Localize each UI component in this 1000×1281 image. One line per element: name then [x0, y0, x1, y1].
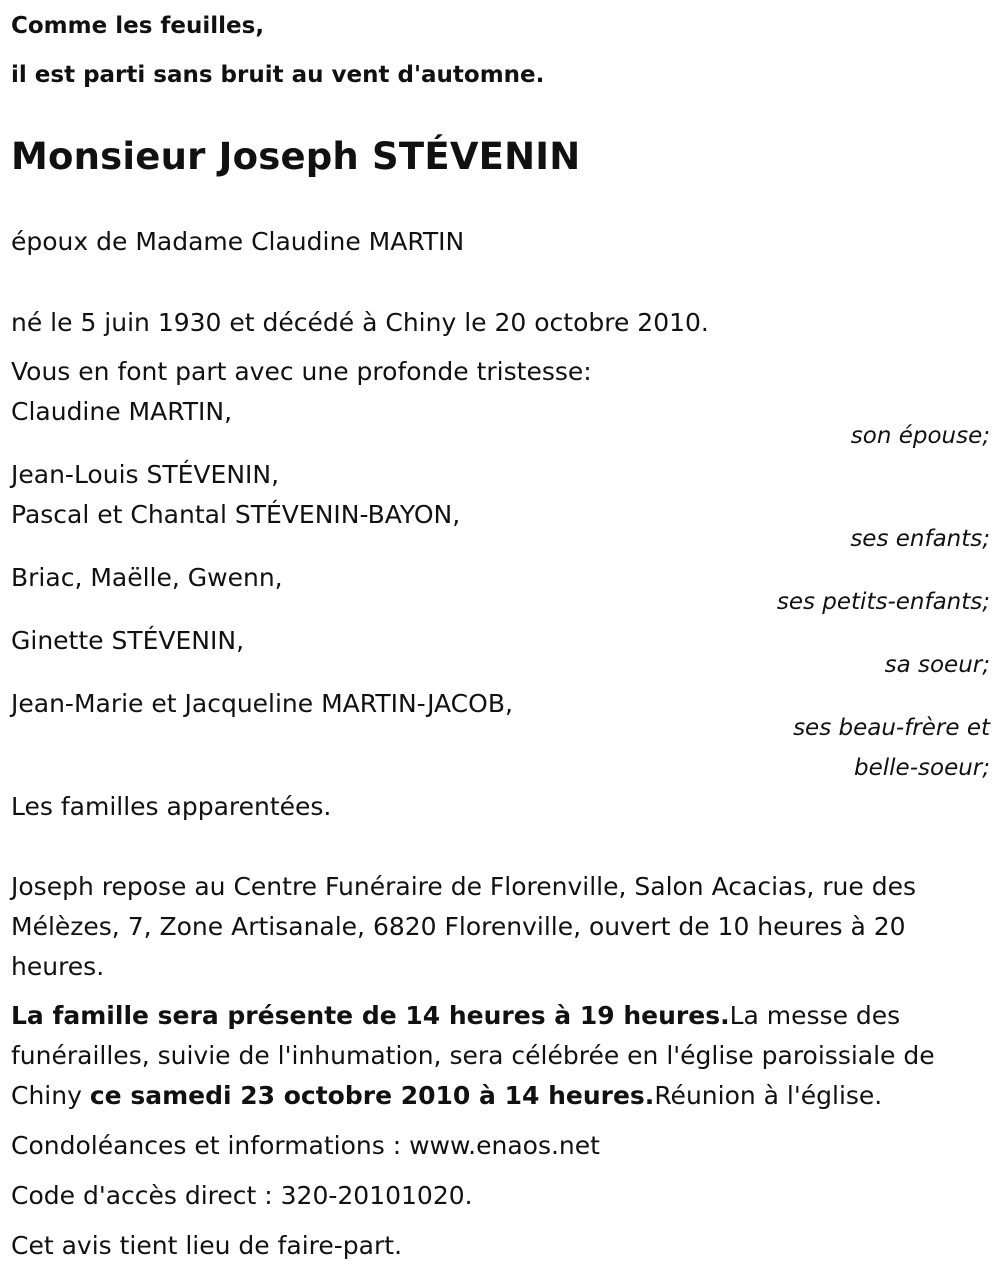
family-name: Briac, Maëlle, Gwenn, [11, 563, 283, 592]
family-role: son épouse; [850, 423, 990, 449]
mass-text: La messe des funérailles, suivie de l'inhumation, sera célébrée en l'église paroissiale de Chiny [11, 1001, 935, 1110]
epigraph-line-1: Comme les feuilles, [11, 13, 265, 39]
family-role: ses enfants; [850, 526, 990, 552]
epigraph-line-2: il est parti sans bruit au vent d'automne. [11, 62, 545, 88]
related-families: Les familles apparentées. [11, 792, 332, 821]
family-role: ses beau-frère et [793, 715, 990, 741]
family-name: Ginette STÉVENIN, [11, 626, 245, 655]
family-role: sa soeur; [884, 652, 990, 678]
ceremony-date: ce samedi 23 octobre 2010 à 14 heures. [89, 1081, 655, 1110]
family-presence: La famille sera présente de 14 heures à 19 heures. [11, 1001, 730, 1030]
family-role: belle-soeur; [854, 755, 990, 781]
notice-line: Cet avis tient lieu de faire-part. [11, 1231, 403, 1260]
announcement-intro: Vous en font part avec une profonde tristesse: [11, 357, 592, 386]
access-code-line: Code d'accès direct : 320-20101020. [11, 1181, 473, 1210]
family-role: ses petits-enfants; [776, 589, 990, 615]
condolences-line: Condoléances et informations : www.enaos.net [11, 1131, 600, 1160]
ceremony-paragraph [11, 996, 986, 1116]
spouse-line: époux de Madame Claudine MARTIN [11, 227, 465, 256]
family-name: Jean-Marie et Jacqueline MARTIN-JACOB, [11, 689, 513, 718]
family-name: Jean-Louis STÉVENIN, [11, 460, 280, 489]
dates-line: né le 5 juin 1930 et décédé à Chiny le 20 octobre 2010. [11, 308, 709, 337]
family-name: Claudine MARTIN, [11, 397, 233, 426]
meeting-text: Réunion à l'église. [654, 1081, 883, 1110]
deceased-name: Monsieur Joseph STÉVENIN [11, 135, 581, 178]
repose-paragraph: Joseph repose au Centre Funéraire de Florenville, Salon Acacias, rue des Mélèzes, 7, Zone Artisanale, 6820 Florenville, ouvert de 10 heures à 20 heures. [11, 872, 916, 981]
family-name: Pascal et Chantal STÉVENIN-BAYON, [11, 500, 461, 529]
